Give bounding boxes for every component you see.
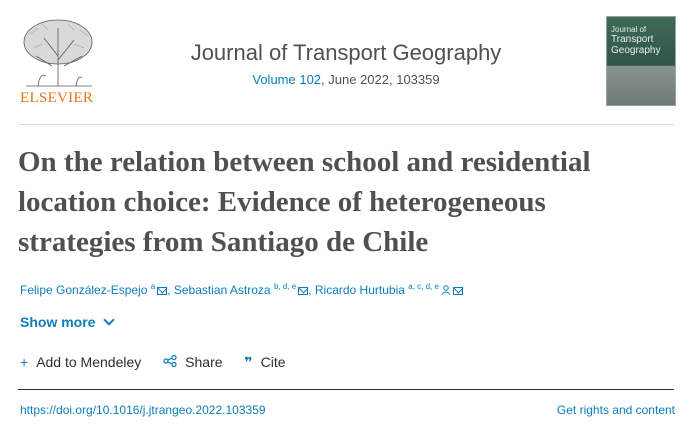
show-more-label: Show more — [20, 314, 96, 330]
author-link[interactable] — [174, 283, 308, 297]
cover-title-line: Transport — [611, 34, 654, 45]
chevron-down-icon — [104, 314, 115, 325]
mail-icon[interactable] — [157, 287, 167, 295]
author-affiliation: a, c, d, e — [408, 282, 439, 291]
get-rights-link[interactable]: Get rights and content — [556, 403, 675, 417]
footer-divider — [18, 389, 674, 390]
journal-issue-info — [0, 72, 692, 87]
publisher-name[interactable]: ELSEVIER — [20, 90, 94, 106]
author-separator: , — [308, 283, 315, 297]
person-icon[interactable] — [441, 285, 451, 295]
header-divider — [18, 124, 674, 125]
show-more-button[interactable] — [20, 314, 113, 330]
cite-label: Cite — [260, 354, 286, 370]
share-icon — [163, 355, 177, 367]
mail-icon[interactable] — [453, 287, 463, 295]
cover-title-line: Journal of — [611, 25, 647, 34]
author-affiliation: b, d, e — [273, 282, 297, 291]
quote-icon: ❞ — [244, 355, 253, 371]
cite-button[interactable] — [244, 354, 285, 371]
article-actions — [20, 354, 304, 371]
cover-title — [611, 25, 660, 56]
add-to-mendeley-label: Add to Mendeley — [36, 354, 142, 370]
share-label: Share — [185, 354, 223, 370]
journal-cover-image[interactable] — [606, 16, 676, 106]
author-link[interactable] — [20, 283, 167, 297]
plus-icon: + — [20, 354, 29, 370]
journal-title[interactable]: Journal of Transport Geography — [190, 40, 502, 65]
cover-title-line: Geography — [611, 45, 661, 56]
author-name: Felipe González-Espejo — [20, 283, 148, 297]
author-name: Sebastian Astroza — [173, 283, 271, 297]
add-to-mendeley-button[interactable] — [20, 354, 141, 370]
issue-info-text: , June 2022, 103359 — [321, 72, 440, 87]
share-button[interactable] — [163, 354, 222, 370]
author-name: Ricardo Hurtubia — [314, 283, 405, 297]
author-list — [20, 282, 463, 297]
author-affiliation: a — [150, 282, 156, 291]
journal-header — [0, 0, 692, 124]
article-title: On the relation between school and residential location choice: Evidence of heterogeneous strategies from Santiago de Chile — [18, 146, 591, 258]
author-link[interactable] — [315, 283, 463, 297]
mail-icon[interactable] — [298, 287, 308, 295]
author-separator: , — [167, 283, 174, 297]
doi-link[interactable]: https://doi.org/10.1016/j.jtrangeo.2022.103359 — [20, 403, 266, 417]
volume-link[interactable]: Volume 102 — [252, 72, 322, 87]
